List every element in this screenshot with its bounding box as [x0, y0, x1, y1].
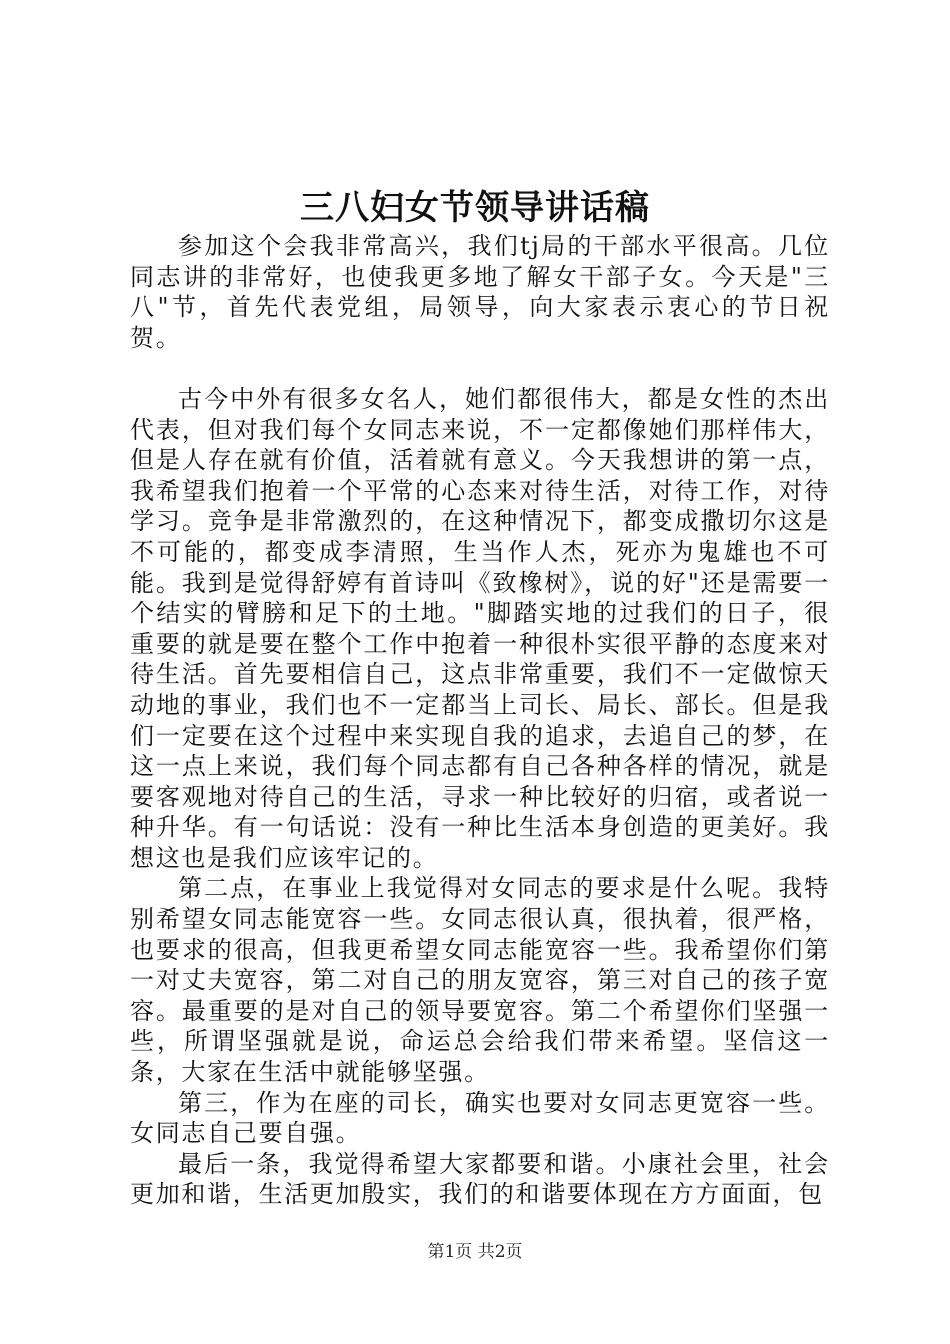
page-total: 共2页	[477, 1242, 523, 1262]
page-number: 第1页	[427, 1242, 473, 1262]
paragraph-5: 最后一条，我觉得希望大家都要和谐。小康社会里，社会更加和谐，生活更加殷实，我们的和谐要体现在方方面面，包	[130, 1149, 830, 1209]
paragraph-3: 第二点，在事业上我觉得对女同志的要求是什么呢。我特别希望女同志能宽容一些。女同志很认真，很执着，很严格，也要求的很高，但我更希望女同志能宽容一些。我希望你们第一对丈夫宽容，第二对自己的朋友宽容，第三对自己的孩子宽容。最重要的是对自己的领导要宽容。第二个希望你们坚强一些，所谓坚强就是说，命运总会给我们带来希望。坚信这一条，大家在生活中就能够坚强。	[130, 874, 830, 1087]
paragraph-spacer	[130, 353, 830, 384]
paragraph-1: 参加这个会我非常高兴，我们tj局的干部水平很高。几位同志讲的非常好，也使我更多地了解女干部子女。今天是"三八"节，首先代表党组，局领导，向大家表示衷心的节日祝贺。	[130, 232, 830, 352]
paragraph-4: 第三，作为在座的司长，确实也要对女同志更宽容一些。女同志自己要自强。	[130, 1088, 830, 1148]
document-body	[130, 231, 830, 1210]
page-footer	[0, 1240, 950, 1264]
paragraph-2: 古今中外有很多女名人，她们都很伟大，都是女性的杰出代表，但对我们每个女同志来说，不一定都像她们那样伟大，但是人存在就有价值，活着就有意义。今天我想讲的第一点，我希望我们抱着一个平常的心态来对待生活，对待工作，对待学习。竞争是非常激烈的，在这种情况下，都变成撒切尔这是不可能的，都变成李清照，生当作人杰，死亦为鬼雄也不可能。我到是觉得舒婷有首诗叫《致橡树》，说的好"还是需要一个结实的臂膀和足下的土地。"脚踏实地的过我们的日子，很重要的就是要在整个工作中抱着一种很朴实很平静的态度来对待生活。首先要相信自己，这点非常重要，我们不一定做惊天动地的事业，我们也不一定都当上司长、局长、部长。但是我们一定要在这个过程中来实现自我的追求，去追自己的梦，在这一点上来说，我们每个同志都有自己各种各样的情况，就是要客观地对待自己的生活，寻求一种比较好的归宿，或者说一种升华。有一句话说：没有一种比生活本身创造的更美好。我想这也是我们应该牢记的。	[130, 384, 830, 872]
document-title: 三八妇女节领导讲话稿	[300, 188, 650, 228]
